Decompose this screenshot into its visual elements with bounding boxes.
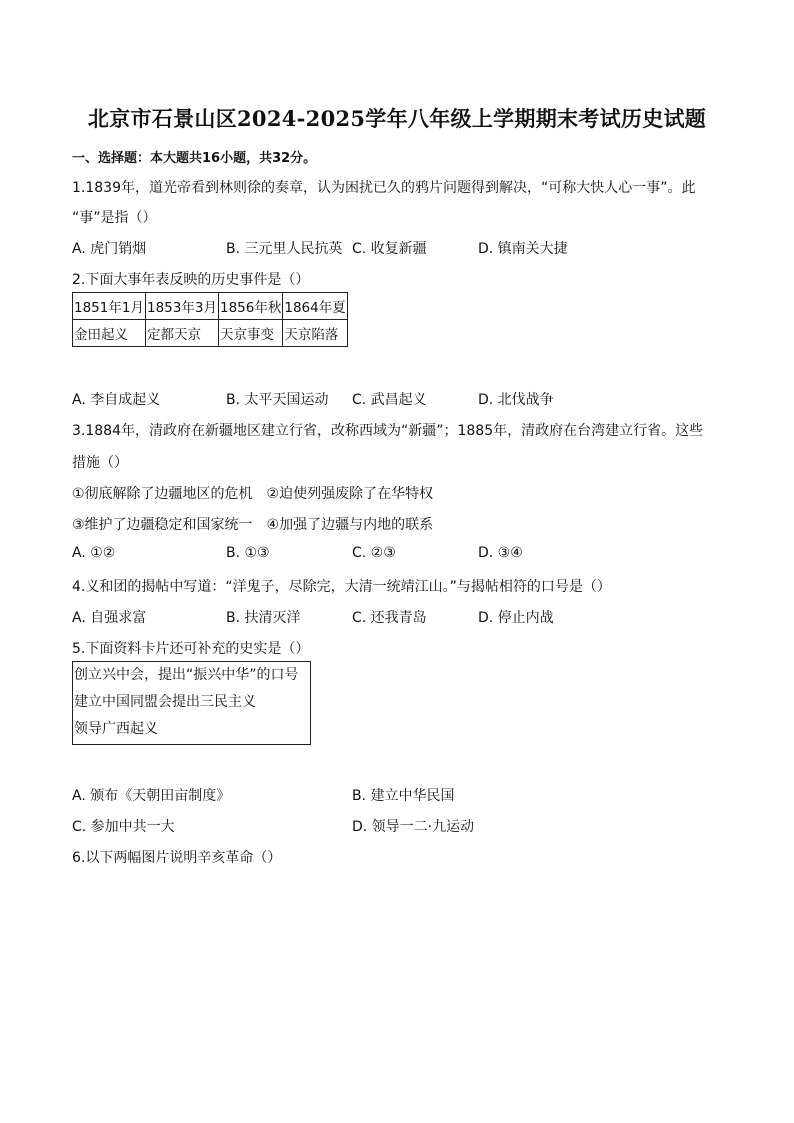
question-4-option-c[interactable]: C. 还我青岛 [352, 610, 427, 626]
question-3-option-c[interactable]: C. ②③ [352, 545, 396, 561]
question-5-stem: 5.下面资料卡片还可补充的史实是（） [72, 641, 310, 657]
table-cell-event: 定都天京 [146, 320, 219, 347]
info-card [72, 661, 311, 745]
question-4-option-a[interactable]: A. 自强求富 [72, 610, 147, 626]
question-3-statements-2: ③维护了边疆稳定和国家统一 ④加强了边疆与内地的联系 [72, 517, 434, 533]
question-4-option-d[interactable]: D. 停止内战 [478, 610, 554, 626]
table-row [73, 293, 348, 320]
question-5-option-b[interactable]: B. 建立中华民国 [352, 788, 455, 804]
question-2-option-b[interactable]: B. 太平天国运动 [226, 392, 329, 408]
question-2-option-a[interactable]: A. 李自成起义 [72, 392, 161, 408]
question-4-stem: 4.义和团的揭帖中写道：“洋鬼子，尽除完，大清一统靖江山。”与揭帖相符的口号是（） [72, 579, 611, 595]
question-1-stem-line1: 1.1839年，道光帝看到林则徐的奏章，认为困扰已久的鸦片问题得到解决，“可称大快人心一事”。此 [72, 180, 696, 196]
table-cell-date: 1853年3月 [146, 293, 219, 320]
question-6-stem: 6.以下两幅图片说明辛亥革命（） [72, 850, 282, 866]
chronology-table [72, 292, 348, 347]
question-1-option-c[interactable]: C. 收复新疆 [352, 241, 427, 257]
question-1-stem-line2: “事”是指（） [72, 210, 157, 226]
page-title: 北京市石景山区2024-2025学年八年级上学期期末考试历史试题 [87, 106, 707, 131]
question-3-option-a[interactable]: A. ①② [72, 545, 116, 561]
table-cell-event: 天京事变 [219, 320, 283, 347]
table-row [73, 320, 348, 347]
question-3-stem-line2: 措施（） [72, 455, 128, 471]
info-card-line: 建立中国同盟会提出三民主义 [74, 694, 256, 710]
question-4-option-b[interactable]: B. 扶清灭洋 [226, 610, 301, 626]
question-3-option-d[interactable]: D. ③④ [478, 545, 523, 561]
question-2-option-c[interactable]: C. 武昌起义 [352, 392, 427, 408]
question-1-option-b[interactable]: B. 三元里人民抗英 [226, 241, 343, 257]
question-2-option-d[interactable]: D. 北伐战争 [478, 392, 554, 408]
question-3-statements-1: ①彻底解除了边疆地区的危机 ②迫使列强废除了在华特权 [72, 486, 434, 502]
question-3-option-b[interactable]: B. ①③ [226, 545, 270, 561]
question-5-option-a[interactable]: A. 颁布《天朝田亩制度》 [72, 788, 231, 804]
question-5-option-c[interactable]: C. 参加中共一大 [72, 819, 175, 835]
table-cell-date: 1851年1月 [73, 293, 146, 320]
question-5-option-d[interactable]: D. 领导一二·九运动 [352, 819, 475, 835]
table-cell-date: 1856年秋 [219, 293, 283, 320]
table-cell-event: 天京陷落 [283, 320, 347, 347]
question-3-stem-line1: 3.1884年，清政府在新疆地区建立行省，改称西域为“新疆”；1885年，清政府在台湾建立行省。这些 [72, 423, 704, 439]
question-2-stem: 2.下面大事年表反映的历史事件是（） [72, 272, 310, 288]
section-heading: 一、选择题：本大题共16小题，共32分。 [72, 151, 317, 166]
table-cell-date: 1864年夏 [283, 293, 347, 320]
table-cell-event: 金田起义 [73, 320, 146, 347]
info-card-line: 创立兴中会，提出“振兴中华”的口号 [74, 667, 299, 683]
question-1-option-d[interactable]: D. 镇南关大捷 [478, 241, 568, 257]
question-1-option-a[interactable]: A. 虎门销烟 [72, 241, 147, 257]
info-card-line: 领导广西起义 [74, 721, 158, 737]
